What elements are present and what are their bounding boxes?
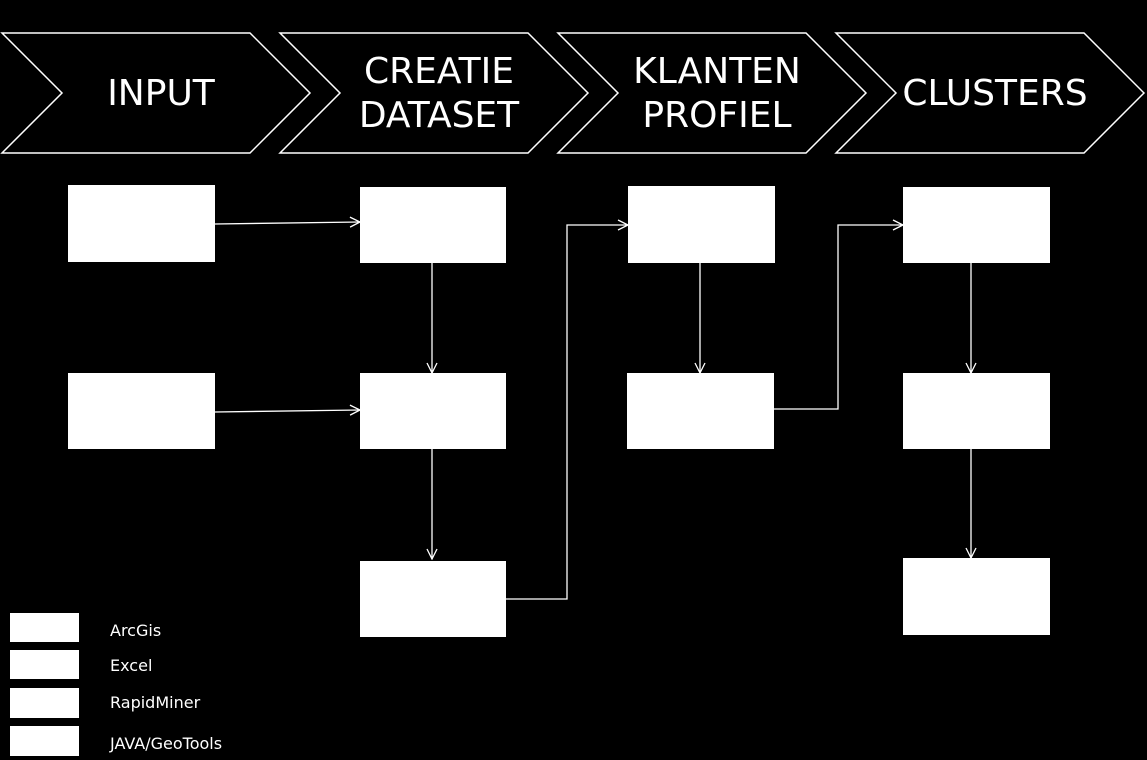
legend-swatch-arcgis (10, 613, 79, 642)
dataset-box-1 (360, 187, 506, 263)
profiel-box-2 (627, 373, 774, 449)
arrow-dataset3-to-profiel1 (506, 225, 628, 599)
connectors (215, 222, 971, 599)
legend-item-arcgis (10, 613, 161, 642)
legend-item-rapidminer (10, 688, 201, 718)
stage-input (2, 33, 310, 153)
legend-label-java-geotools: JAVA/GeoTools (110, 734, 223, 753)
arrow-input1-to-dataset1 (215, 222, 360, 224)
dataset-box-3 (360, 561, 506, 637)
stage-creatie-dataset-label-line-2: DATASET (358, 95, 520, 136)
stage-klanten-profiel-label-line-1: KLANTEN (633, 51, 801, 92)
clusters-box-3 (903, 558, 1050, 635)
stage-creatie-dataset (280, 33, 588, 153)
stage-creatie-dataset-label-line-1: CREATIE (363, 51, 515, 92)
input-box-1 (68, 185, 215, 262)
stage-header-row (2, 33, 1144, 153)
stage-clusters-label: CLUSTERS (902, 73, 1088, 114)
arrow-input2-to-dataset2 (215, 410, 360, 412)
process-boxes (68, 185, 1050, 637)
legend (10, 613, 222, 756)
input-box-2 (68, 373, 215, 449)
stage-klanten-profiel (558, 33, 866, 153)
legend-label-rapidminer: RapidMiner (110, 693, 201, 712)
legend-label-arcgis: ArcGis (110, 621, 162, 640)
legend-item-java-geotools (10, 726, 222, 756)
profiel-box-1 (628, 186, 775, 263)
clusters-box-2 (903, 373, 1050, 449)
legend-swatch-java-geotools (10, 726, 79, 756)
legend-label-excel: Excel (110, 656, 153, 675)
legend-swatch-excel (10, 650, 79, 679)
legend-item-excel (10, 650, 152, 679)
clusters-box-1 (903, 187, 1050, 263)
legend-swatch-rapidminer (10, 688, 79, 718)
dataset-box-2 (360, 373, 506, 449)
stage-klanten-profiel-label-line-2: PROFIEL (642, 95, 792, 136)
stage-clusters (836, 33, 1144, 153)
arrow-profiel2-to-clusters1 (774, 225, 903, 409)
stage-input-label: INPUT (107, 73, 215, 114)
